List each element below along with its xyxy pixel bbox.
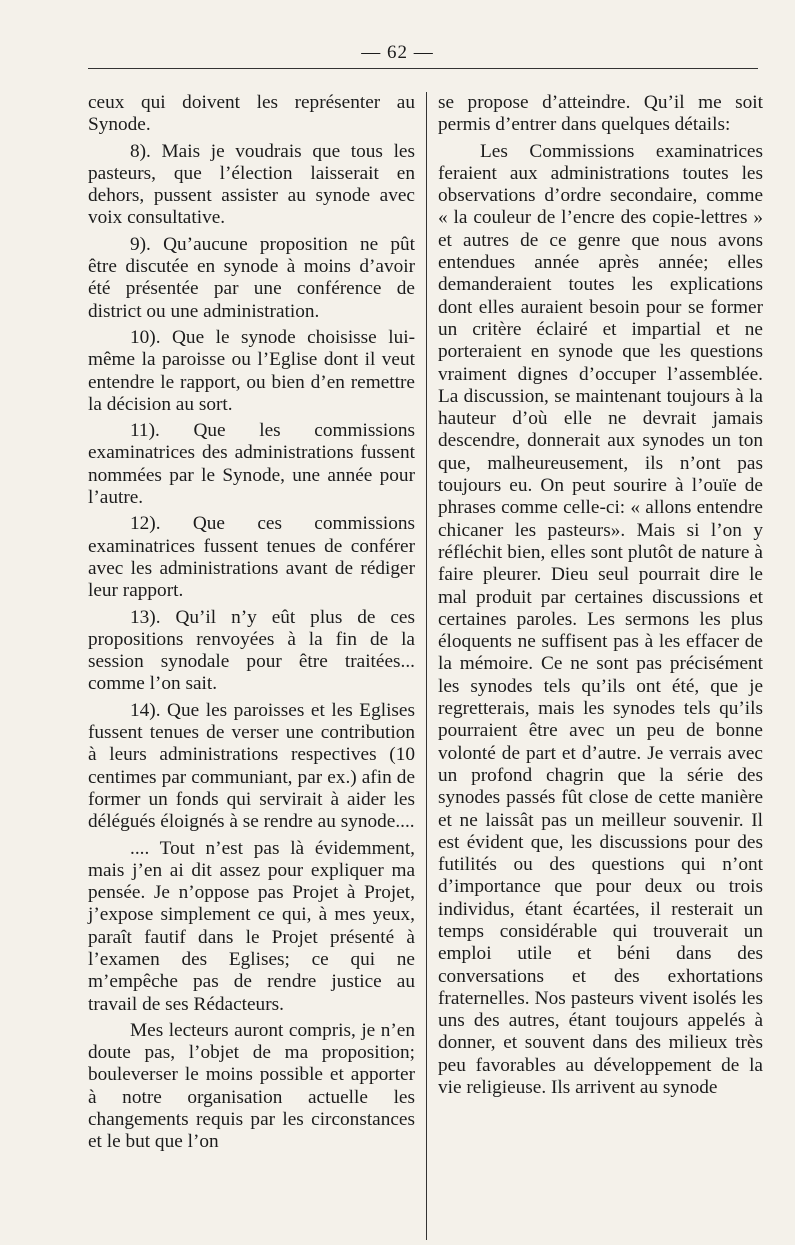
paragraph: 11). Que les commissions examinatrices des administrations fussent nommées par le Synode, une année pour l’autre. bbox=[88, 420, 415, 509]
right-column bbox=[438, 92, 763, 1099]
left-column bbox=[88, 92, 415, 1154]
header-rule bbox=[88, 68, 758, 69]
paragraph: Mes lecteurs auront compris, je n’en doute pas, l’objet de ma proposition; bouleverser le moins possible et apporter à notre organisation actuelle les changements requis par les circonstances et le but que l’on bbox=[88, 1019, 415, 1153]
paragraph: 13). Qu’il n’y eût plus de ces propositions renvoyées à la fin de la session synodale pour être traitées... comme l’on sait. bbox=[88, 606, 415, 695]
paragraph: 14). Que les paroisses et les Eglises fussent tenues de verser une contribution à leurs administrations respectives (10 centimes par communiant, par ex.) afin de former un fonds qui servirait à aider les délégués éloignés à se rendre au synode.... bbox=[88, 699, 415, 833]
paragraph: 9). Qu’aucune proposition ne pût être discutée en synode à moins d’avoir été présentée par une conférence de district ou une administration. bbox=[88, 233, 415, 322]
paragraph: se propose d’atteindre. Qu’il me soit permis d’entrer dans quelques détails: bbox=[438, 92, 763, 136]
paragraph: 8). Mais je voudrais que tous les pasteurs, que l’élection laisserait en dehors, pussent assister au synode avec voix consultative. bbox=[88, 140, 415, 229]
paragraph: 10). Que le synode choisisse lui-même la paroisse ou l’Eglise dont il veut entendre le rapport, ou bien d’en remettre la décision au sort. bbox=[88, 326, 415, 415]
paragraph: Les Commissions examinatrices feraient aux administrations toutes les observations d’ordre secondaire, comme « la couleur de l’encre des copie-lettres » et autres de ce genre que nous avons entendues année après année; elles demanderaient toutes les explications dont elles auraient besoin pour se former un critère éclairé et impartial et ne porteraient en synode que les questions vraiment dignes d’occuper l’assemblée. La discussion, se maintenant toujours à la hauteur d’où elle ne devrait jamais descendre, donnerait aux synodes un ton que, malheureusement, ils n’ont pas toujours eu. On peut sourire à l’ouïe de phrases comme celle-ci: « allons entendre chicaner les pasteurs». Mais si l’on y réfléchit bien, elles sont plutôt de nature à faire pleurer. Dieu seul pourrait dire le mal produit par certaines discussions et certaines paroles. Les sermons les plus éloquents ne suffisent pas à les effacer de la mémoire. Ce ne sont pas précisément les synodes tels qu’ils ont été, que je regretterais, mais les synodes tels qu’ils pourraient être avec un peu de bonne volonté de part et d’autre. Je verrais avec un profond chagrin que la série des synodes passés fût close de cette manière et ne laissât pas un meilleur souvenir. Il est évident que, les discussions pour des futilités ou des questions qui n’ont d’importance que pour deux ou trois individus, étant écartées, il resterait un temps considérable qui trouverait un emploi utile et béni dans des conversations et des exhortations fraternelles. Nos pasteurs vivent isolés les uns des autres, étant toujours appelés à donner, et souvent dans des milieux très peu favorables au développement de la vie religieuse. Ils arrivent au synode bbox=[438, 140, 763, 1099]
paragraph: .... Tout n’est pas là évidemment, mais j’en ai dit assez pour expliquer ma pensée. Je n’oppose pas Projet à Projet, j’expose simplement ce qui, à mes yeux, paraît fautif dans le Projet présenté à l’examen des Eglises; ce qui ne m’empêche pas de rendre justice au travail de ses Rédacteurs. bbox=[88, 837, 415, 1015]
page-number: — 62 — bbox=[361, 42, 434, 63]
paragraph: 12). Que ces commissions examinatrices fussent tenues de conférer avec les administrations avant de rédiger leur rapport. bbox=[88, 513, 415, 602]
column-divider bbox=[426, 92, 427, 1240]
paragraph: ceux qui doivent les représenter au Synode. bbox=[88, 92, 415, 136]
